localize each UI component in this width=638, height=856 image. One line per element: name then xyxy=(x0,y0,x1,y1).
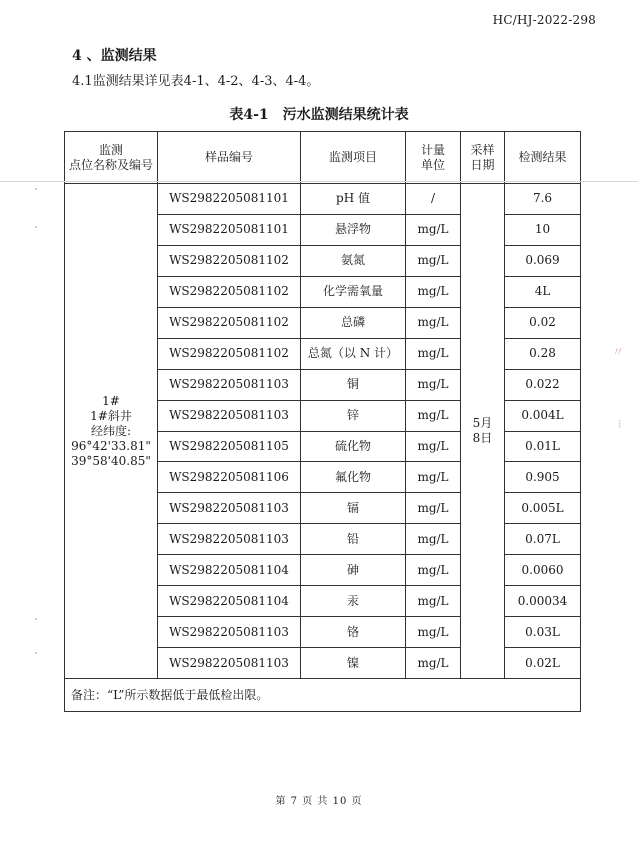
unit-cell: / xyxy=(406,184,461,215)
result-cell: 0.022 xyxy=(505,369,581,400)
item-cell: 硫化物 xyxy=(301,431,406,462)
sample-id-cell: WS2982205081104 xyxy=(158,586,301,617)
page-footer: 第 7 页 共 10 页 xyxy=(275,796,363,807)
table-header-row xyxy=(65,132,581,184)
remark-row xyxy=(65,679,581,712)
unit-cell: mg/L xyxy=(406,400,461,431)
result-cell: 0.00034 xyxy=(505,586,581,617)
unit-cell: mg/L xyxy=(406,524,461,555)
document-number: HC/HJ-2022-298 xyxy=(492,13,596,27)
result-cell: 0.02 xyxy=(505,307,581,338)
unit-cell: mg/L xyxy=(406,214,461,245)
result-cell: 0.03L xyxy=(505,617,581,648)
unit-cell: mg/L xyxy=(406,369,461,400)
location-cell: 1# 1#斜井 经纬度: 96°42'33.81" 39°58'40.85" xyxy=(65,184,158,679)
table-title: 表4-1 污水监测结果统计表 xyxy=(229,107,409,123)
scan-speck xyxy=(35,618,37,620)
scan-speck xyxy=(35,652,37,654)
result-cell: 0.01L xyxy=(505,431,581,462)
result-cell: 0.069 xyxy=(505,245,581,276)
scan-fold-line xyxy=(0,181,638,182)
result-cell: 0.905 xyxy=(505,462,581,493)
col-header-item: 监测项目 xyxy=(301,132,406,184)
sample-id-cell: WS2982205081105 xyxy=(158,431,301,462)
item-cell: pH 值 xyxy=(301,184,406,215)
result-cell: 0.005L xyxy=(505,493,581,524)
item-cell: 氨氮 xyxy=(301,245,406,276)
unit-cell: mg/L xyxy=(406,338,461,369)
unit-cell: mg/L xyxy=(406,586,461,617)
sample-id-cell: WS2982205081103 xyxy=(158,400,301,431)
unit-cell: mg/L xyxy=(406,555,461,586)
sample-id-cell: WS2982205081103 xyxy=(158,617,301,648)
scan-speck xyxy=(35,226,37,228)
section-heading: 4 、监测结果 xyxy=(72,48,157,64)
unit-cell: mg/L xyxy=(406,307,461,338)
result-cell: 4L xyxy=(505,276,581,307)
item-cell: 总氮（以 N 计） xyxy=(301,338,406,369)
results-table xyxy=(64,131,581,712)
result-cell: 0.02L xyxy=(505,648,581,679)
unit-cell: mg/L xyxy=(406,493,461,524)
unit-cell: mg/L xyxy=(406,276,461,307)
unit-cell: mg/L xyxy=(406,462,461,493)
sample-id-cell: WS2982205081101 xyxy=(158,184,301,215)
unit-cell: mg/L xyxy=(406,648,461,679)
sample-id-cell: WS2982205081104 xyxy=(158,555,301,586)
sample-id-cell: WS2982205081103 xyxy=(158,524,301,555)
col-header-location: 监测 点位名称及编号 xyxy=(65,132,158,184)
item-cell: 砷 xyxy=(301,555,406,586)
result-cell: 0.0060 xyxy=(505,555,581,586)
result-cell: 10 xyxy=(505,214,581,245)
item-cell: 铬 xyxy=(301,617,406,648)
sampling-date-cell: 5月 8日 xyxy=(461,184,505,679)
result-cell: 7.6 xyxy=(505,184,581,215)
table-row xyxy=(65,184,581,215)
sample-id-cell: WS2982205081101 xyxy=(158,214,301,245)
sample-id-cell: WS2982205081103 xyxy=(158,493,301,524)
sample-id-cell: WS2982205081102 xyxy=(158,307,301,338)
item-cell: 总磷 xyxy=(301,307,406,338)
sample-id-cell: WS2982205081102 xyxy=(158,276,301,307)
col-header-sample-id: 样品编号 xyxy=(158,132,301,184)
item-cell: 铅 xyxy=(301,524,406,555)
item-cell: 锌 xyxy=(301,400,406,431)
result-cell: 0.28 xyxy=(505,338,581,369)
unit-cell: mg/L xyxy=(406,431,461,462)
result-cell: 0.07L xyxy=(505,524,581,555)
item-cell: 氟化物 xyxy=(301,462,406,493)
item-cell: 悬浮物 xyxy=(301,214,406,245)
sample-id-cell: WS2982205081106 xyxy=(158,462,301,493)
col-header-result: 检测结果 xyxy=(505,132,581,184)
result-cell: 0.004L xyxy=(505,400,581,431)
unit-cell: mg/L xyxy=(406,617,461,648)
col-header-unit: 计量 单位 xyxy=(406,132,461,184)
sample-id-cell: WS2982205081103 xyxy=(158,648,301,679)
sample-id-cell: WS2982205081102 xyxy=(158,245,301,276)
item-cell: 汞 xyxy=(301,586,406,617)
sample-id-cell: WS2982205081103 xyxy=(158,369,301,400)
item-cell: 化学需氧量 xyxy=(301,276,406,307)
stamp-bleed-mark: 〃 xyxy=(612,345,625,359)
sample-id-cell: WS2982205081102 xyxy=(158,338,301,369)
unit-cell: mg/L xyxy=(406,245,461,276)
table-remark: 备注：“L”所示数据低于最低检出限。 xyxy=(65,679,581,712)
item-cell: 镉 xyxy=(301,493,406,524)
item-cell: 铜 xyxy=(301,369,406,400)
scan-speck xyxy=(35,188,37,190)
item-cell: 镍 xyxy=(301,648,406,679)
section-intro: 4.1监测结果详见表4-1、4-2、4-3、4-4。 xyxy=(72,74,320,89)
stamp-bleed-mark: ⁞ xyxy=(618,417,622,431)
col-header-date: 采样 日期 xyxy=(461,132,505,184)
